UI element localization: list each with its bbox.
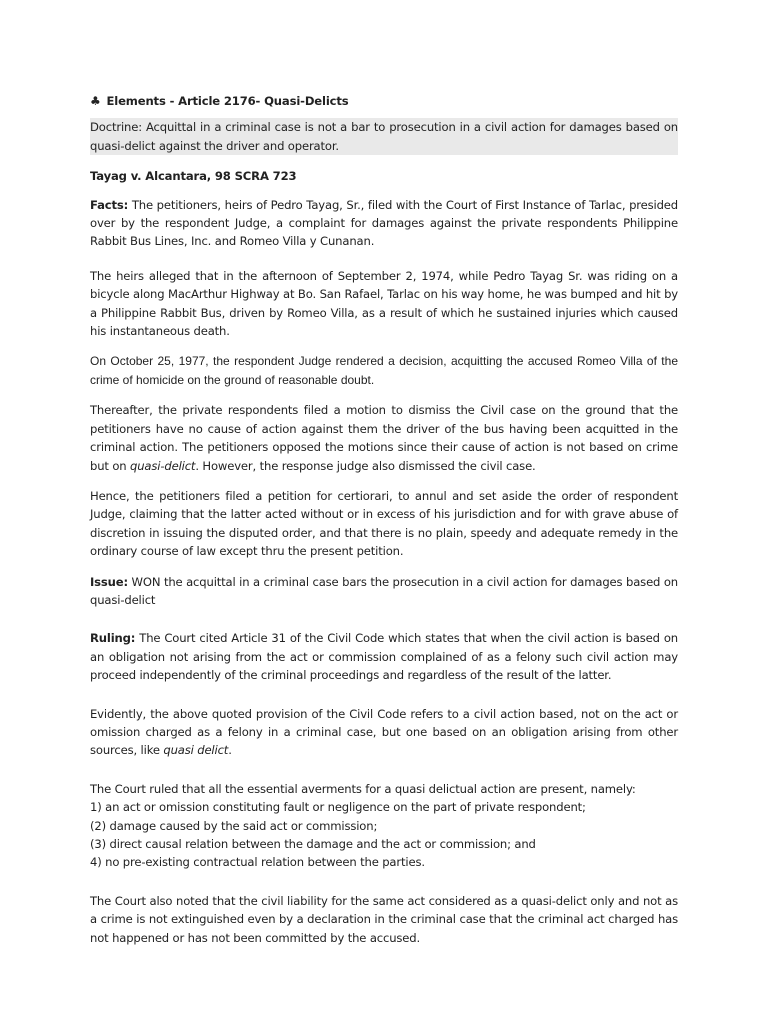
club-suit-icon: ♣ [90, 94, 101, 108]
ruling-label: Ruling: [90, 631, 136, 646]
case-title: Tayag v. Alcantara, 98 SCRA 723 [90, 169, 297, 184]
document-page [90, 92, 678, 947]
doctrine-statement: Doctrine: Acquittal in a criminal case is not a bar to prosecution in a civil action for damages based on quasi-delict against the driver and operator. [90, 118, 678, 155]
ruling-paragraph [90, 629, 678, 684]
heirs-paragraph: The heirs alleged that in the afternoon of September 2, 1974, while Pedro Tayag Sr. was riding on a bicycle along MacArthur Highway at Bo. San Rafael, Tarlac on his way home, he was bumped and hit by a Philippine Rabbit Bus, driven by Romeo Villa, as a result of which he sustained injuries which caused his instantaneous death. [90, 268, 678, 339]
evidently-text-italic: quasi delict [163, 743, 229, 758]
list-item: (2) damage caused by the said act or commission; [90, 818, 378, 833]
evidently-text-after: . [228, 743, 232, 758]
thereafter-text-italic: quasi-delict [130, 458, 196, 473]
issue-text: WON the acquittal in a criminal case bars the prosecution in a civil action for damages based on quasi-delict [90, 574, 678, 607]
list-item: (3) direct causal relation between the damage and the act or commission; and [90, 837, 536, 851]
list-item: 4) no pre-existing contractual relation between the parties. [90, 855, 425, 870]
section-heading-text: Elements - Article 2176- Quasi-Delicts [106, 94, 349, 108]
thereafter-paragraph [90, 401, 678, 475]
issue-label: Issue: [90, 574, 128, 589]
averments-intro: The Court ruled that all the essential averments for a quasi delictual action are present, namely: [90, 781, 636, 796]
averments-block [90, 780, 678, 872]
hence-paragraph: Hence, the petitioners filed a petition for certiorari, to annul and set aside the order of respondent Judge, claiming that the latter acted without or in excess of his jurisdiction and for with grave abuse of discretion in issuing the disputed order, and that there is no plain, speedy and adequate remedy in the ordinary course of law except thru the present petition. [90, 488, 678, 559]
list-item: 1) an act or omission constituting fault or negligence on the part of private respondent; [90, 800, 586, 815]
noted-paragraph: The Court also noted that the civil liability for the same act considered as a quasi-delict only and not as a crime is not extinguished even by a declaration in the criminal case that the criminal act charged has not happened or has not been committed by the accused. [90, 893, 678, 945]
thereafter-text-after: . However, the response judge also dismissed the civil case. [195, 458, 536, 473]
facts-text: The petitioners, heirs of Pedro Tayag, Sr., filed with the Court of First Instance of Tarlac, presided over by the respondent Judge, a complaint for damages against the private respondents Philippine Rabbit Bus Lines, Inc. and Romeo Villa y Cunanan. [90, 197, 678, 249]
facts-paragraph [90, 196, 678, 251]
issue-paragraph [90, 573, 678, 610]
decision-paragraph: On October 25, 1977, the respondent Judge rendered a decision, acquitting the accused Romeo Villa of the crime of homicide on the ground of reasonable doubt. [90, 354, 678, 387]
ruling-text: The Court cited Article 31 of the Civil Code which states that when the civil action is based on an obligation not arising from the act or commission complained of as a felony such civil action may proceed independently of the criminal proceedings and regardless of the result of the latter. [90, 631, 678, 683]
facts-label: Facts: [90, 197, 129, 212]
thereafter-text-before: Thereafter, the private respondents filed a motion to dismiss the Civil case on the ground that the petitioners have no cause of action against them the driver of the bus having been acquitted in the criminal action. The petitioners opposed the motions since their cause of action is not based on crime but on [90, 403, 678, 473]
section-heading [90, 92, 678, 110]
evidently-text-before: Evidently, the above quoted provision of the Civil Code refers to a civil action based, not on the act or omission charged as a felony in a criminal case, but one based on an obligation arising from other sources, like [90, 706, 678, 758]
evidently-paragraph [90, 705, 678, 760]
